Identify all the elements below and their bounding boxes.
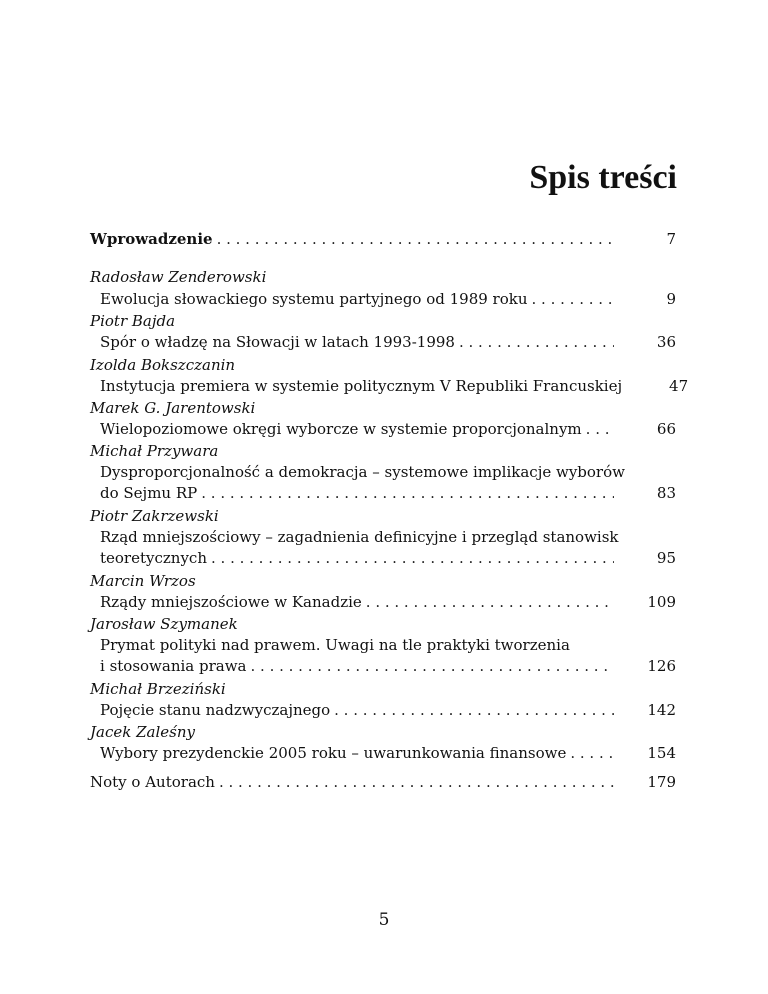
- leader-dots: [207, 548, 614, 568]
- toc-page-number: 83: [656, 484, 676, 502]
- toc-entry[interactable]: [90, 548, 676, 568]
- toc-entry-title: Spór o władzę na Słowacji w latach 1993-1998: [100, 333, 455, 351]
- toc-page-number: 36: [656, 333, 676, 351]
- toc-entry-title: Wprowadzenie: [90, 230, 213, 248]
- toc-entry[interactable]: [90, 289, 676, 309]
- toc-page-number: 142: [647, 701, 676, 719]
- toc-entry[interactable]: [90, 419, 676, 439]
- toc-author: Piotr Bajda: [90, 312, 176, 330]
- toc-entry-title: Rządy mniejszościowe w Kanadzie: [100, 593, 362, 611]
- leader-dots: [566, 743, 614, 763]
- leader-dots: [582, 419, 614, 439]
- leader-dots: [330, 700, 614, 720]
- toc-author: Michał Brzeziński: [90, 680, 226, 698]
- toc-author: Radosław Zenderowski: [90, 268, 267, 286]
- leader-dots: [215, 772, 614, 792]
- toc-author: Jarosław Szymanek: [90, 615, 238, 633]
- toc-page-number: 179: [647, 773, 676, 791]
- toc-author: Jacek Zaleśny: [90, 723, 195, 741]
- toc-entry-title-line: Dysproporcjonalność a demokracja – systemowe implikacje wyborów: [100, 463, 625, 481]
- leader-dots: [622, 376, 626, 396]
- toc-page-number: 126: [647, 657, 676, 675]
- toc-entry-notes[interactable]: [90, 772, 676, 792]
- toc-page-number: 109: [647, 593, 676, 611]
- toc-author: Marek G. Jarentowski: [90, 399, 256, 417]
- toc-page-number: 9: [666, 290, 676, 308]
- toc-entry-intro[interactable]: [90, 229, 676, 249]
- toc-author: Marcin Wrzos: [90, 572, 196, 590]
- toc-entry[interactable]: [90, 332, 676, 352]
- toc-author: Izolda Bokszczanin: [90, 356, 236, 374]
- toc-author: Piotr Zakrzewski: [90, 507, 219, 525]
- toc-entry[interactable]: [90, 656, 676, 676]
- leader-dots: [455, 332, 614, 352]
- page-number: 5: [378, 910, 390, 930]
- toc-page-number: 47: [669, 377, 689, 395]
- toc-page-number: 7: [666, 230, 676, 248]
- toc-entry-title: Wielopoziomowe okręgi wyborcze w systemie proporcjonalnym: [100, 420, 582, 438]
- toc-page-number: 154: [647, 744, 676, 762]
- toc-entry-title: Pojęcie stanu nadzwyczajnego: [100, 701, 331, 719]
- toc-entry[interactable]: [90, 743, 676, 763]
- toc-entry-title-line: Prymat polityki nad prawem. Uwagi na tle praktyki tworzenia: [100, 636, 570, 654]
- leader-dots: [362, 592, 614, 612]
- toc-entry[interactable]: [90, 700, 676, 720]
- toc-entry-title: Instytucja premiera w systemie politycznym V Republiki Francuskiej: [100, 377, 623, 395]
- toc-entry-title: teoretycznych: [100, 549, 207, 567]
- toc-entry-title: Ewolucja słowackiego systemu partyjnego od 1989 roku: [100, 290, 528, 308]
- leader-dots: [528, 289, 614, 309]
- toc-entry[interactable]: [90, 376, 689, 396]
- page-title: Spis treści: [529, 159, 677, 196]
- toc-page-number: 95: [656, 549, 676, 567]
- toc-entry-title-line: Rząd mniejszościowy – zagadnienia definicyjne i przegląd stanowisk: [100, 528, 619, 546]
- toc-page-number: 66: [656, 420, 676, 438]
- toc-entry[interactable]: [90, 483, 676, 503]
- leader-dots: [247, 656, 615, 676]
- toc-entry-title: i stosowania prawa: [100, 657, 247, 675]
- toc-author: Michał Przywara: [90, 442, 219, 460]
- toc-entry-title: do Sejmu RP: [100, 484, 198, 502]
- leader-dots: [213, 229, 614, 249]
- leader-dots: [197, 483, 614, 503]
- toc-entry[interactable]: [90, 592, 676, 612]
- toc-entry-title: Noty o Autorach: [90, 773, 215, 791]
- toc-entry-title: Wybory prezydenckie 2005 roku – uwarunkowania finansowe: [100, 744, 567, 762]
